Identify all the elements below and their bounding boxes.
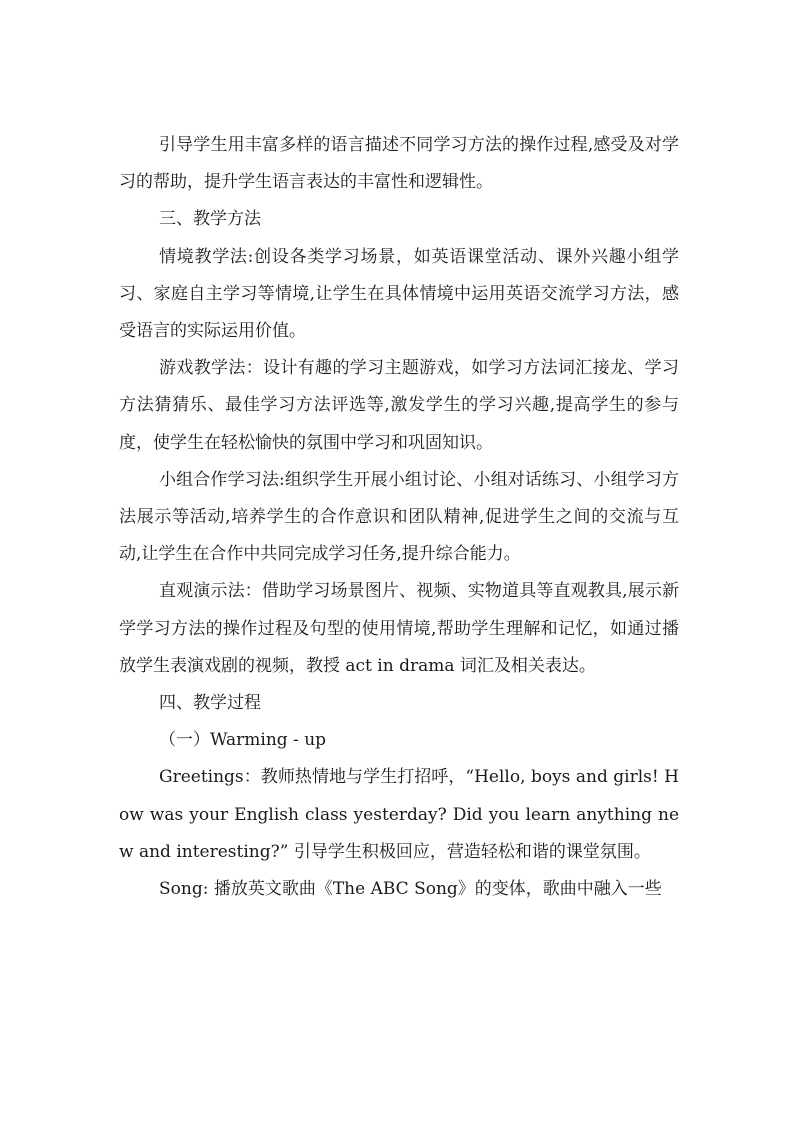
paragraph-song: Song: 播放英文歌曲《The ABC Song》的变体，歌曲中融入一些 bbox=[159, 879, 662, 900]
paragraph-group-method: 小组合作学习法:组织学生开展小组讨论、小组对话练习、小组学习方法展示等活动,培养学生的合作意识和团队精神,促进学生之间的交流与互动,让学生在合作中共同完成学习任务,提升综合能力。 bbox=[119, 469, 679, 565]
paragraph-situational-method: 情境教学法:创设各类学习场景，如英语课堂活动、课外兴趣小组学习、家庭自主学习等情境,让学生在具体情境中运用英语交流学习方法，感受语言的实际运用价值。 bbox=[119, 246, 679, 342]
paragraph-demonstration-method: 直观演示法：借助学习场景图片、视频、实物道具等直观教具,展示新学学习方法的操作过程及句型的使用情境,帮助学生理解和记忆，如通过播放学生表演戏剧的视频，教授 act in drama 词汇及相关表达。 bbox=[119, 581, 679, 676]
document-body bbox=[119, 127, 679, 908]
heading-warming-up: （一）Warming - up bbox=[159, 730, 327, 751]
paragraph-learning-language: 引导学生用丰富多样的语言描述不同学习方法的操作过程,感受及对学习的帮助，提升学生语言表达的丰富性和逻辑性。 bbox=[119, 135, 679, 193]
paragraph-greetings: Greetings：教师热情地与学生打招呼，“Hello, boys and girls! How was your English class yesterday? Did you learn anything new and interesting?” 引导学生积极回应，营造轻松和谐的课堂氛围。 bbox=[119, 767, 679, 862]
heading-teaching-process: 四、教学过程 bbox=[159, 693, 261, 714]
heading-teaching-methods: 三、教学方法 bbox=[159, 209, 261, 230]
paragraph-game-method: 游戏教学法：设计有趣的学习主题游戏，如学习方法词汇接龙、学习方法猜猜乐、最佳学习方法评选等,激发学生的学习兴趣,提高学生的参与度，使学生在轻松愉快的氛围中学习和巩固知识。 bbox=[119, 358, 679, 453]
